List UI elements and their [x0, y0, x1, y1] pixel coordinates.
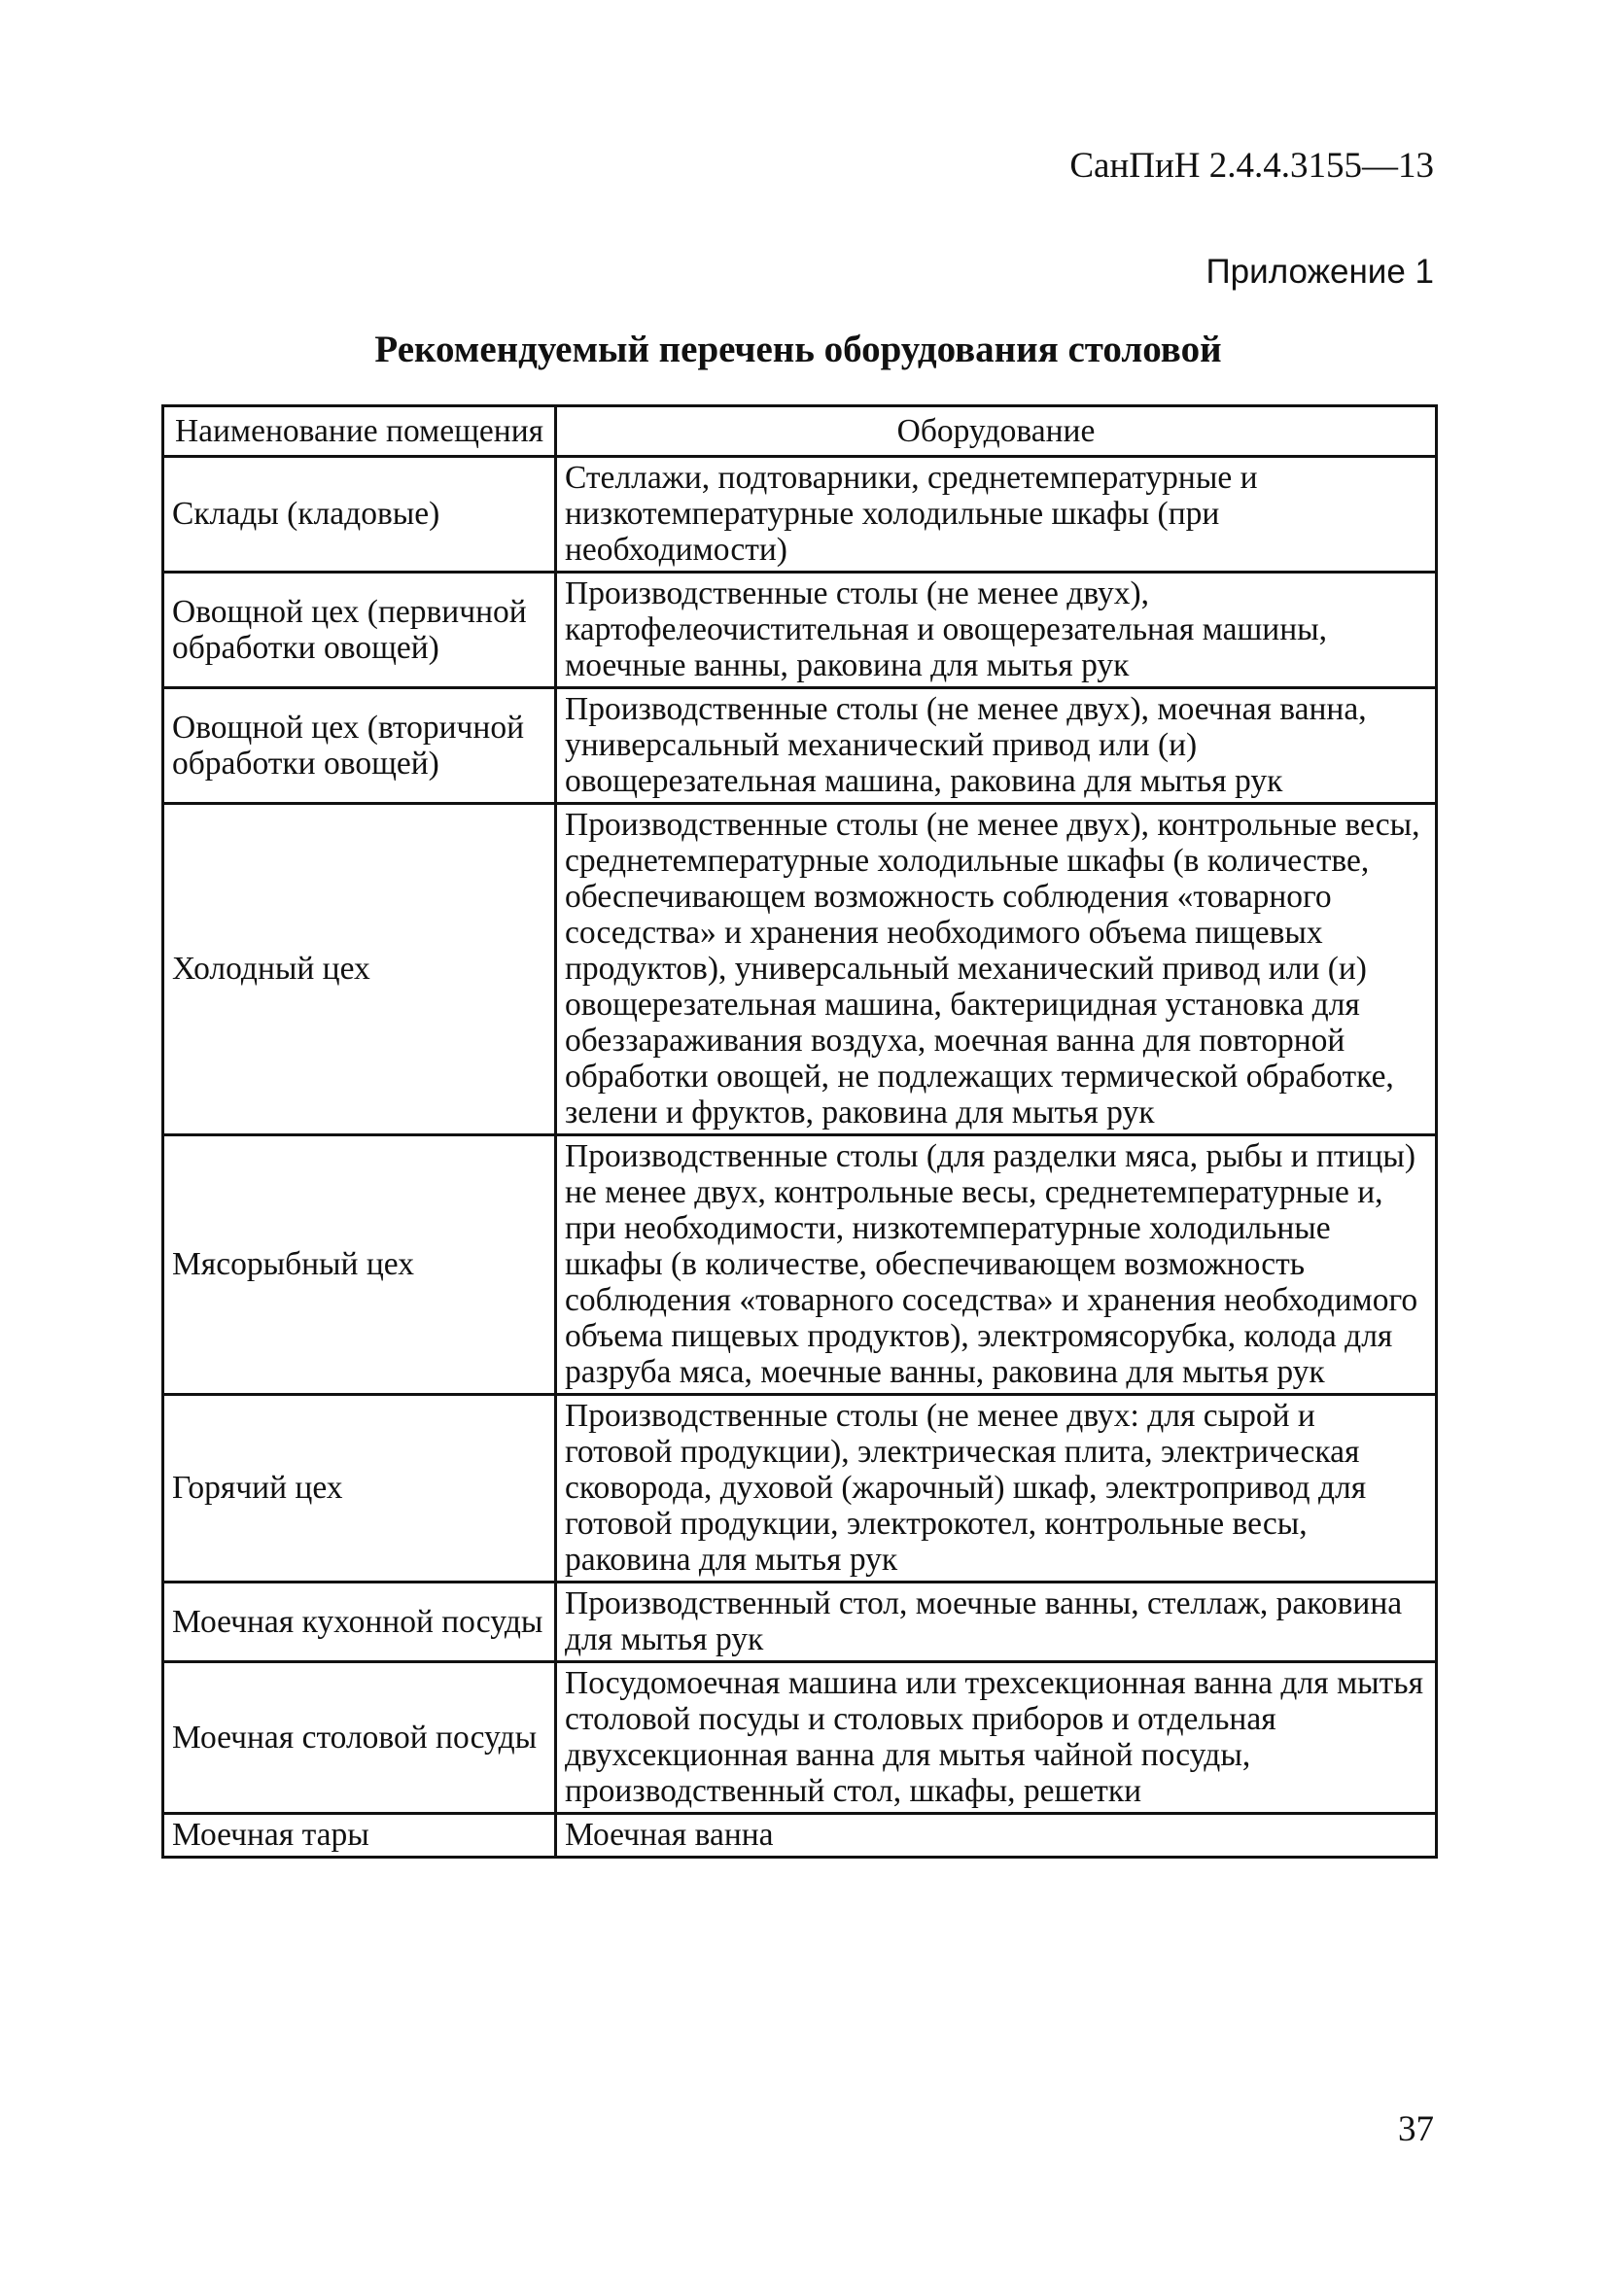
equipment-cell: Производственный стол, моечные ванны, стеллаж, раковина для мытья рук — [556, 1583, 1437, 1662]
equipment-cell: Производственные столы (не менее двух: для сырой и готовой продукции), электрическая плита, электрическая сковорода, духовой (жарочный) шкаф, электропривод для готовой продукции, электрокотел, контрольные весы, раковина для мытья рук — [556, 1395, 1437, 1583]
room-cell: Моечная тары — [163, 1814, 556, 1858]
page-number: 37 — [1398, 2109, 1434, 2149]
table-title: Рекомендуемый перечень оборудования столовой — [374, 329, 1222, 370]
appendix-label: Приложение 1 — [1205, 253, 1434, 291]
room-cell: Овощной цех (вторичной обработки овощей) — [163, 688, 556, 804]
room-cell: Холодный цех — [163, 804, 556, 1135]
equipment-cell: Производственные столы (не менее двух), картофелеочистительная и овощерезательная машины, моечные ванны, раковина для мытья рук — [556, 573, 1437, 688]
room-cell: Горячий цех — [163, 1395, 556, 1583]
header-room-name: Наименование помещения — [163, 406, 556, 457]
room-cell: Моечная кухонной посуды — [163, 1583, 556, 1662]
equipment-cell: Производственные столы (для разделки мяса, рыбы и птицы) не менее двух, контрольные весы, среднетемпературные и, при необходимости, низкотемпературные холодильные шкафы (в количестве, обеспечивающем возможность соблюдения «товарного соседства» и хранения необходимого объема пищевых продуктов), электромясорубка, колода для разруба мяса, моечные ванны, раковина для мытья рук — [556, 1135, 1437, 1395]
room-cell: Моечная столовой посуды — [163, 1662, 556, 1814]
equipment-cell: Производственные столы (не менее двух), моечная ванна, универсальный механический привод или (и) овощерезательная машина, раковина для мытья рук — [556, 688, 1437, 804]
header-equipment: Оборудование — [556, 406, 1437, 457]
room-cell: Овощной цех (первичной обработки овощей) — [163, 573, 556, 688]
room-cell: Склады (кладовые) — [163, 457, 556, 573]
table-row — [163, 1135, 1437, 1395]
equipment-cell: Моечная ванна — [556, 1814, 1437, 1858]
table-row — [163, 1395, 1437, 1583]
table-row — [163, 573, 1437, 688]
document-code: СанПиН 2.4.4.3155—13 — [1069, 146, 1434, 186]
table-row — [163, 688, 1437, 804]
equipment-cell: Посудомоечная машина или трехсекционная ванна для мытья столовой посуды и столовых приборов и отдельная двухсекционная ванна для мытья чайной посуды, производственный стол, шкафы, решетки — [556, 1662, 1437, 1814]
equipment-table — [161, 404, 1438, 1859]
room-cell: Мясорыбный цех — [163, 1135, 556, 1395]
table-row — [163, 1583, 1437, 1662]
equipment-cell: Производственные столы (не менее двух), контрольные весы, среднетемпературные холодильные шкафы (в количестве, обеспечивающем возможность соблюдения «товарного соседства» и хранения необходимого объема пищевых продуктов), универсальный механический привод или (и) овощерезательная машина, бактерицидная установка для обеззараживания воздуха, моечная ванна для повторной обработки овощей, не подлежащих термической обработке, зелени и фруктов, раковина для мытья рук — [556, 804, 1437, 1135]
table-row — [163, 804, 1437, 1135]
table-row — [163, 1662, 1437, 1814]
table-row — [163, 1814, 1437, 1858]
table-header-row — [163, 406, 1437, 457]
equipment-cell: Стеллажи, подтоварники, среднетемпературные и низкотемпературные холодильные шкафы (при необходимости) — [556, 457, 1437, 573]
table-row — [163, 457, 1437, 573]
